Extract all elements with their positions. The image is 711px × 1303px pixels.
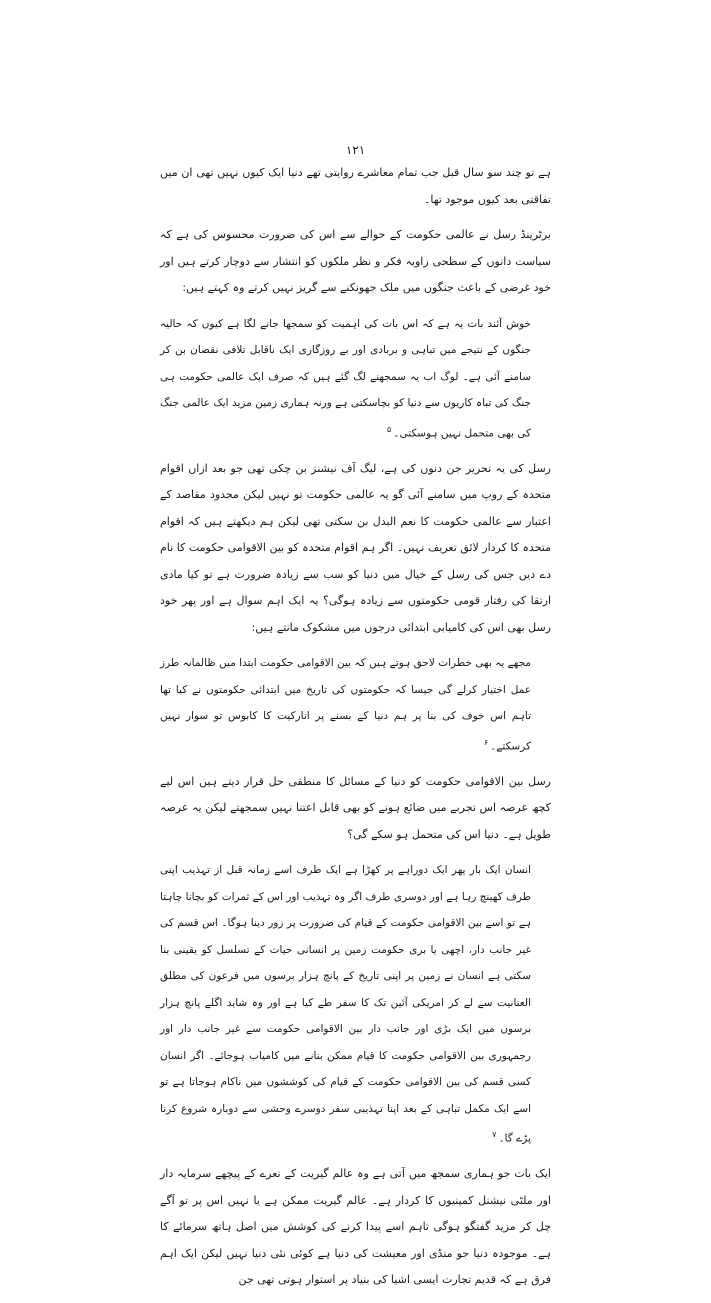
block-text: انسان ایک بار پھر ایک دوراہے پر کھڑا ہے ایک طرف اسے زمانہ قبل از تہذیب اپنی طرف کھینچ رہا ہے اور دوسری طرف اگر وہ تہذیب اور اس کے ثمرات کو بچانا چاہتا ہے تو اسے بین الاقوامی حکومت کے قیام کی ضرورت پر زور دینا ہوگا۔ اس قسم کی غیر جانب دار، اچھی یا بری حکومت زمین پر انسانی حیات کے تسلسل کو یقینی بنا سکتی ہے انسان نے زمین پر اپنی تاریخ کے پانچ ہزار برسوں میں فرعون کی مطلق العنانیت سے لے کر امریکی آئین تک کا سفر طے کیا ہے اور وہ شاید اگلے پانچ ہزار برسوں میں ایک بڑی اور جانب دار بین الاقوامی حکومت سے غیر جانب دار اور رجمہوری بین الاقوامی حکومت کا قیام ممکن بنانے میں کامیاب ہوجائے۔ اگر انسان کسی قسم کی بین الاقوامی حکومت کے قیام کی کوششوں میں ناکام ہوجاتا ہے تو اسے ایک مکمل تباہی کے بعد اپنا تہذیبی سفر دوسرے وحشی سے دوبارہ شروع کرنا پڑے گا۔ <box>160 864 531 1145</box>
footnote-marker: ۵ <box>387 424 392 434</box>
block-text: برٹرینڈ رسل نے عالمی حکومت کے حوالے سے اس کی ضرورت محسوس کی ہے کہ سیاست دانوں کے سطحی زاویہ فکر و نظر ملکوں کو انتشار سے دوچار کرتے ہیں اور خود غرضی کے باعث جنگوں میں ملک جھونکنے سے گریز نہیں کرتے وہ کہتے ہیں: <box>160 228 551 294</box>
block-text: مجھے یہ بھی خطرات لاحق ہوتے ہیں کہ بین الاقوامی حکومت ابتدا میں ظالمانہ طرز عمل اختیار کرلے گی جیسا کہ حکومتوں کی تاریخ میں ابتدائی حکومتوں نے کیا تھا تاہم اس خوف کی بنا پر ہم دنیا کے بسنے پر انارکیت کا کابوس تو سوار نہیں کرسکتے۔ <box>160 657 531 752</box>
block-text: ایک بات جو ہماری سمجھ میں آتی ہے وہ عالم گیریت کے نعرے کے پیچھے سرمایہ دار اور ملٹی نیشنل کمپنیوں کا کردار ہے۔ عالم گیریت ممکن ہے یا نہیں اس پر تو آگے چل کر مزید گفتگو ہوگی تاہم اسے پیدا کرنے کی کوشش میں اصل ہاتھ سرمائے کا ہے۔ موجودہ دنیا جو منڈی اور معیشت کی دنیا ہے کوئی نئی دنیا نہیں لیکن ایک اہم فرق ہے کہ قدیم تجارت ایسی اشیا کی بنیاد پر استوار ہوتی تھی جن <box>160 1167 551 1286</box>
block-text: رسل بین الاقوامی حکومت کو دنیا کے مسائل کا منطقی حل قرار دیتے ہیں اس لیے کچھ عرصہ اس تجربے میں ضائع ہونے کو بھی قابل اعتنا نہیں سمجھتے لیکن یہ عرصہ طویل ہے۔ دنیا اس کی متحمل ہو سکے گی؟ <box>160 774 551 841</box>
block-quote <box>160 650 531 760</box>
paragraph <box>160 456 551 642</box>
footnote-marker: ۶ <box>483 737 489 747</box>
paragraph <box>160 769 551 849</box>
paragraph <box>160 160 551 213</box>
page-body <box>160 160 551 1303</box>
block-text: خوش آئند بات یہ ہے کہ اس بات کی اہمیت کو سمجھا جانے لگا ہے کیوں کہ حالیہ جنگوں کے نتیجے میں تباہی و بربادی اور بے روزگاری ایک ناقابل تلافی نقصان بن کر سامنے آئی ہے۔ لوگ اب یہ سمجھنے لگ گئے ہیں کہ صرف ایک عالمی حکومت ہی جنگ کی تباہ کاریوں سے دنیا کو بچاسکتی ہے ورنہ ہماری زمین مزید ایک عالمی جنگ کی بھی متحمل نہیں ہوسکتی۔ <box>160 317 531 439</box>
block-text: ہے تو چند سو سال قبل جب تمام معاشرے روایتی تھے دنیا ایک کیوں نہیں تھی ان میں تفاقتی بعد کیوں موجود تھا۔ <box>160 166 551 206</box>
block-text: رسل کی یہ تحریر جن دنوں کی ہے، لیگ آف نیشنز بن چکی تھی جو بعد ازاں اقوام متحدہ کے روپ میں سامنے آئی گو یہ عالمی حکومت تو نہیں لیکن محدود مقاصد کے اعتبار سے عالمی حکومت کا نعم البدل بن سکتی تھی لیکن ہم دیکھتے ہیں کہ اقوام متحدہ کا کردار لائق تعریف نہیں۔ اگر ہم اقوام متحدہ کو بین الاقوامی حکومت کا نام دے دیں جس کی رسل کے خیال میں دنیا کو سب سے زیادہ ضرورت ہے تو کیا مادی ارتقا کی رفتار قومی حکومتوں سے زیادہ ہوگی؟ یہ ایک اہم سوال ہے اور پھر خود رسل بھی اس کی کامیابی ابتدائی درجوں میں مشکوک مانتے ہیں: <box>160 461 551 634</box>
block-quote <box>160 311 531 447</box>
page-number: ۱۲۱ <box>345 143 366 157</box>
footnote-marker: ۷ <box>492 1130 497 1139</box>
paragraph <box>160 1161 551 1294</box>
paragraph <box>160 222 551 302</box>
block-quote <box>160 857 531 1152</box>
